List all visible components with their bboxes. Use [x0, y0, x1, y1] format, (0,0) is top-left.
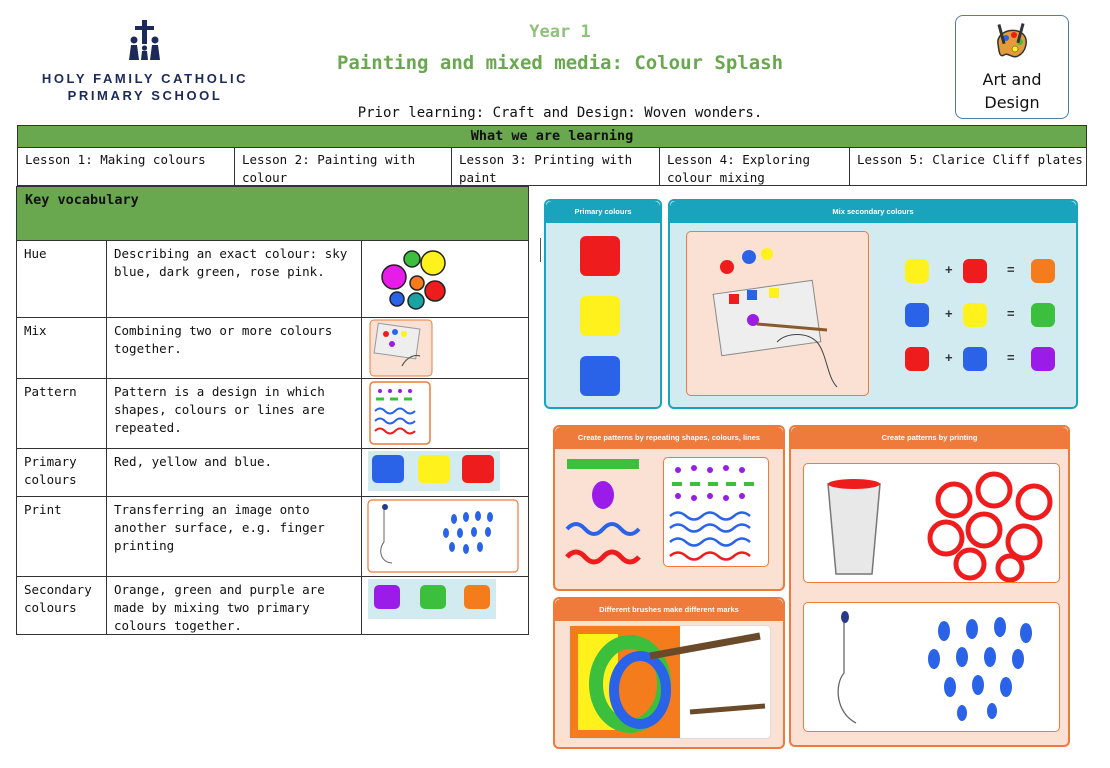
primary-swatches: [362, 449, 527, 495]
art-palette-icon: [992, 22, 1032, 64]
eq1-a-swatch: [905, 259, 929, 283]
pattern-shapes-icon: [563, 457, 643, 577]
vocab-row: [17, 577, 528, 634]
subject-label-line1: Art and: [982, 70, 1042, 89]
pattern-example: [663, 457, 769, 567]
vocab-row: [17, 318, 528, 379]
eq3-a-swatch: [905, 347, 929, 371]
vocab-image: [362, 318, 528, 378]
vocab-definition: Orange, green and purple are made by mixing two primary colours together.: [107, 577, 362, 634]
panel-title: Primary colours: [546, 201, 660, 223]
lesson-2: Lesson 2: Painting with colour: [235, 148, 452, 185]
vocab-image: [362, 379, 528, 448]
colour-dots-icon: [362, 241, 527, 316]
cup-circles-icon: [804, 464, 1059, 582]
vocab-image: [362, 449, 528, 496]
vocab-term: Pattern: [17, 379, 107, 448]
vocab-image: [362, 241, 528, 317]
lesson-1: Lesson 1: Making colours: [18, 148, 235, 185]
divider: [540, 238, 541, 262]
school-name-line1: HOLY FAMILY CATHOLIC: [41, 71, 249, 86]
vocab-term: Secondary colours: [17, 577, 107, 634]
vocab-image: [362, 577, 528, 634]
vocab-term: Print: [17, 497, 107, 576]
pattern-lines-icon: [362, 379, 527, 447]
eq3-b-swatch: [963, 347, 987, 371]
subject-label-line2: Design: [984, 93, 1040, 112]
prior-learning: Prior learning: Craft and Design: Woven wonders.: [357, 105, 763, 121]
equals-sign: =: [1007, 350, 1015, 365]
learning-heading: What we are learning: [18, 126, 1086, 148]
eq2-a-swatch: [905, 303, 929, 327]
vocab-definition: Combining two or more colours together.: [107, 318, 362, 378]
lesson-4: Lesson 4: Exploring colour mixing: [660, 148, 850, 185]
year-label: Year 1: [529, 22, 591, 42]
plus-sign: +: [945, 306, 953, 321]
brushes-example: [569, 625, 771, 739]
blue-swatch: [580, 356, 620, 396]
finger-printing-example: [803, 602, 1060, 732]
page-title: Painting and mixed media: Colour Splash: [336, 52, 784, 74]
vocab-term: Mix: [17, 318, 107, 378]
school-logo: [20, 18, 270, 108]
holy-family-cross-icon: [125, 18, 165, 60]
learning-table: [17, 125, 1087, 186]
mixing-illustration: [686, 231, 869, 396]
vocab-row: [17, 449, 528, 497]
primary-colours-panel: [544, 199, 662, 409]
palette-mixing-icon: [362, 318, 527, 378]
vocab-definition: Describing an exact colour: sky blue, dark green, rose pink.: [107, 241, 362, 317]
eq2-b-swatch: [963, 303, 987, 327]
vocab-row: [17, 379, 528, 449]
plus-sign: +: [945, 350, 953, 365]
panel-title: Create patterns by repeating shapes, colours, lines: [555, 427, 783, 449]
red-swatch: [580, 236, 620, 276]
eq2-result-swatch: [1031, 303, 1055, 327]
patterns-repeating-panel: [553, 425, 785, 591]
vocab-row: [17, 241, 528, 318]
subject-badge: [955, 15, 1069, 119]
vocab-term: Primary colours: [17, 449, 107, 496]
eq1-result-swatch: [1031, 259, 1055, 283]
plus-sign: +: [945, 262, 953, 277]
yellow-swatch: [580, 296, 620, 336]
vocab-definition: Pattern is a design in which shapes, colours or lines are repeated.: [107, 379, 362, 448]
vocabulary-table: [16, 186, 529, 635]
secondary-swatches: [362, 577, 527, 623]
brush-strokes-icon: [570, 626, 770, 738]
vocab-image: [362, 497, 528, 576]
repeating-lines-icon: [664, 458, 768, 566]
panel-title: Mix secondary colours: [670, 201, 1076, 223]
finger-print-icon: [362, 497, 527, 575]
patterns-printing-panel: [789, 425, 1070, 747]
vocab-row: [17, 497, 528, 577]
eq3-result-swatch: [1031, 347, 1055, 371]
cup-printing-example: [803, 463, 1060, 583]
lesson-5: Lesson 5: Clarice Cliff plates: [857, 152, 1083, 167]
lesson-3: Lesson 3: Printing with paint: [452, 148, 660, 185]
brushes-panel: [553, 597, 785, 749]
finger-dots-icon: [804, 603, 1059, 731]
vocab-definition: Transferring an image onto another surface, e.g. finger printing: [107, 497, 362, 576]
vocab-definition: Red, yellow and blue.: [107, 449, 362, 496]
palette-hand-icon: [687, 232, 868, 395]
eq1-b-swatch: [963, 259, 987, 283]
vocab-term: Hue: [17, 241, 107, 317]
panel-title: Create patterns by printing: [791, 427, 1068, 449]
equals-sign: =: [1007, 262, 1015, 277]
mix-secondary-panel: [668, 199, 1078, 409]
lessons-row: [18, 148, 1086, 185]
vocabulary-heading: Key vocabulary: [17, 187, 528, 241]
panel-title: Different brushes make different marks: [555, 599, 783, 621]
equals-sign: =: [1007, 306, 1015, 321]
school-name-line2: PRIMARY SCHOOL: [67, 88, 223, 103]
